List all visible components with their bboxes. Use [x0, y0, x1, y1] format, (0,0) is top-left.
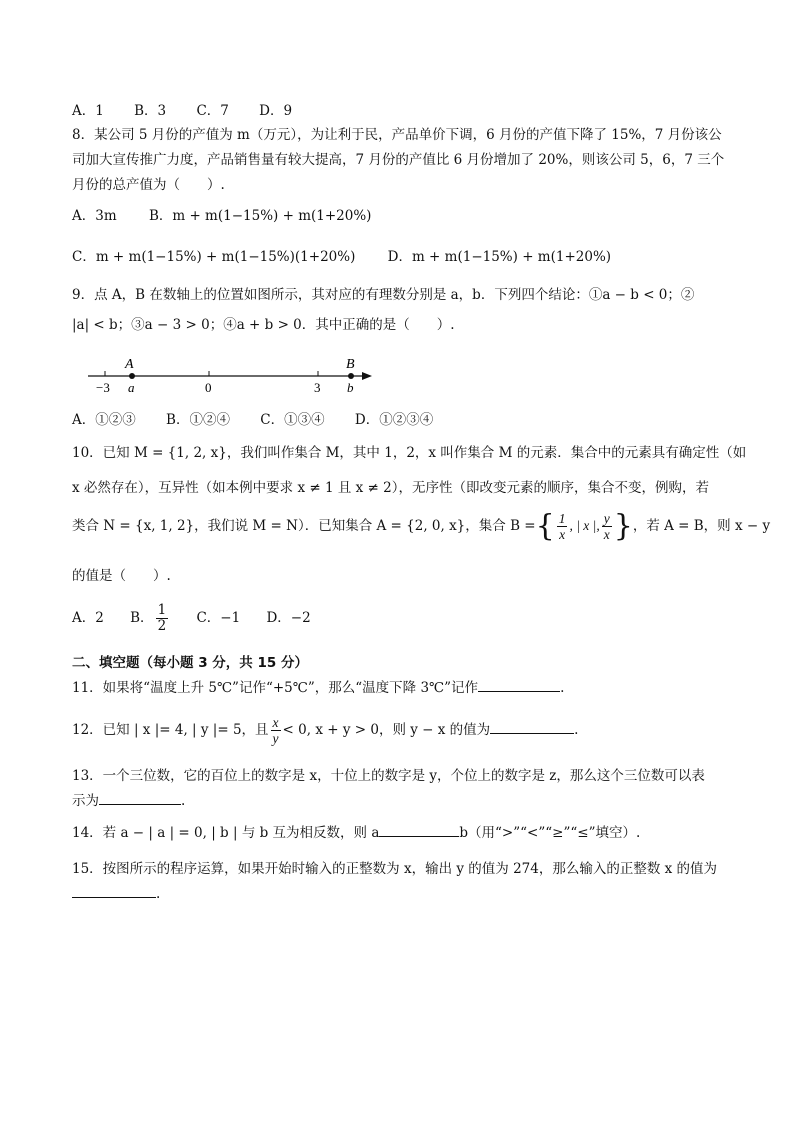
q10-options — [72, 600, 311, 636]
q7-option-a: A．1 — [72, 103, 104, 119]
q10-option-a: A．2 — [72, 610, 104, 626]
number-line-figure — [80, 355, 380, 395]
q9-option-d: D．①②③④ — [354, 412, 434, 428]
q7-options — [72, 102, 292, 120]
q15-answer-blank[interactable] — [72, 885, 156, 898]
q11-text: 11．如果将“温度上升 5℃”记作“+5℃”，那么“温度下降 3℃”记作 — [72, 680, 479, 696]
q12-fraction: $\frac{x}{y}$ — [272, 715, 279, 746]
q13-line-2: 示为 . — [72, 793, 186, 809]
q13-answer-blank[interactable] — [99, 792, 181, 805]
q8-option-d: D．m + m(1−15%) + m(1+20%) — [387, 249, 612, 265]
q9-options — [72, 411, 433, 429]
q10-line-3-text: 类合 N = {x, 1, 2}，我们说 M = N）．已知集合 A = {2, 0, x}，集合 B = — [72, 518, 536, 534]
q7-option-c: C．7 — [196, 103, 229, 119]
tick-neg3-label: −3 — [96, 380, 110, 395]
q7-option-d: D．9 — [259, 103, 293, 119]
q14: 14．若 a − | a | = 0, | b | 与 b 互为相反数，则 a b（用“>”“<”“≥”“≤”填空）. — [72, 825, 641, 841]
tick-0-label: 0 — [205, 380, 212, 395]
q10-line-2: x 必然存在），互异性（如本例中要求 x ≠ 1 且 x ≠ 2），无序性（即改变元素的顺序，集合不变，例购，若 — [72, 480, 709, 496]
number-line-arrow — [362, 372, 372, 380]
q14-answer-blank[interactable] — [379, 824, 459, 837]
q10-line-3 — [72, 508, 770, 544]
q15-line-2: . — [72, 885, 160, 903]
q10-option-c: C．−1 — [196, 610, 241, 626]
q10-option-b-fraction: $\frac{1}{2}$ — [157, 602, 167, 634]
q10-line-4: 的值是（ ）. — [72, 568, 171, 584]
q10-option-b: B． $\frac{1}{2}$ — [130, 602, 167, 634]
set-b-middle: , | x |, — [569, 518, 600, 533]
tick-3-label: 3 — [314, 380, 321, 395]
q15-line-1: 15．按图所示的程序运算，如果开始时输入的正整数为 x，输出 y 的值为 274，那么输入的正整数 x 的值为 — [72, 861, 718, 877]
q9-option-a: A．①②③ — [72, 412, 136, 428]
point-a-dot — [129, 373, 135, 379]
q9-line-2: |a| < b；③a − 3 > 0；④a + b > 0．其中正确的是（ ）. — [72, 317, 455, 333]
set-b-fraction-2: $\frac{y}{x}$ — [603, 511, 610, 542]
q12-text: 12．已知 | x |= 4, | y |= 5，且 — [72, 722, 269, 738]
q9-option-b: B．①②④ — [166, 412, 230, 428]
q9-line-1: 9．点 A，B 在数轴上的位置如图所示，其对应的有理数分别是 a，b．下列四个结论：①a − b < 0；② — [72, 287, 695, 303]
set-b-open-brace: { — [535, 508, 555, 544]
q8-line-1: 8．某公司 5 月份的产值为 m（万元），为让利于民，产品单价下调，6 月份的产值下降了 15%，7 月份该公 — [72, 127, 722, 143]
q8-option-b: B．m + m(1−15%) + m(1+20%) — [148, 208, 372, 224]
q11-answer-blank[interactable] — [478, 679, 560, 692]
q11: 11．如果将“温度上升 5℃”记作“+5℃”，那么“温度下降 3℃”记作 . — [72, 680, 565, 696]
q8-line-2: 司加大宣传推广力度，产品销售量有较大提高，7 月份的产值比 6 月份增加了 20%，则该公司 5，6，7 三个 — [72, 152, 725, 168]
q14-text: 14．若 a − | a | = 0, | b | 与 b 互为相反数，则 a — [72, 825, 380, 841]
label-a: a — [128, 380, 135, 395]
q10-option-d: D．−2 — [266, 610, 311, 626]
q8-option-c: C．m + m(1−15%) + m(1−15%)(1+20%) — [72, 249, 356, 265]
q12-answer-blank[interactable] — [490, 721, 574, 734]
q10-line-1: 10．已知 M = {1, 2, x}，我们叫作集合 M，其中 1，2，x 叫作集合 M 的元素．集合中的元素具有确定性（如 — [72, 445, 747, 461]
point-b-label: B — [346, 357, 355, 372]
q8-line-3: 月份的总产值为（ ）. — [72, 177, 225, 193]
q8-option-a: A．3m — [72, 208, 117, 224]
q9-option-c: C．①③④ — [260, 412, 325, 428]
q13-line-1: 13．一个三位数，它的百位上的数字是 x，十位上的数字是 y，个位上的数字是 z，那么这个三位数可以表 — [72, 768, 705, 784]
set-b-close-brace: } — [613, 508, 633, 544]
point-a-label: A — [125, 357, 134, 372]
q10-line-3-tail: ，若 A = B，则 x − y — [632, 518, 771, 534]
section-2-heading: 二、填空题（每小题 3 分，共 15 分） — [72, 655, 308, 671]
q8-options-row-1 — [72, 207, 371, 225]
q8-options-row-2 — [72, 248, 611, 266]
q7-option-b: B．3 — [134, 103, 167, 119]
q12-text-middle: < 0, x + y > 0，则 y − x 的值为 — [282, 722, 491, 738]
point-b-dot — [348, 373, 354, 379]
q12: 12．已知 | x |= 4, | y |= 5，且 $\frac{x}{y}$ < 0, x + y > 0，则 y − x 的值为 . — [72, 715, 579, 746]
set-b-fraction-1: $\frac{1}{x}$ — [558, 511, 566, 542]
label-b: b — [347, 380, 354, 395]
